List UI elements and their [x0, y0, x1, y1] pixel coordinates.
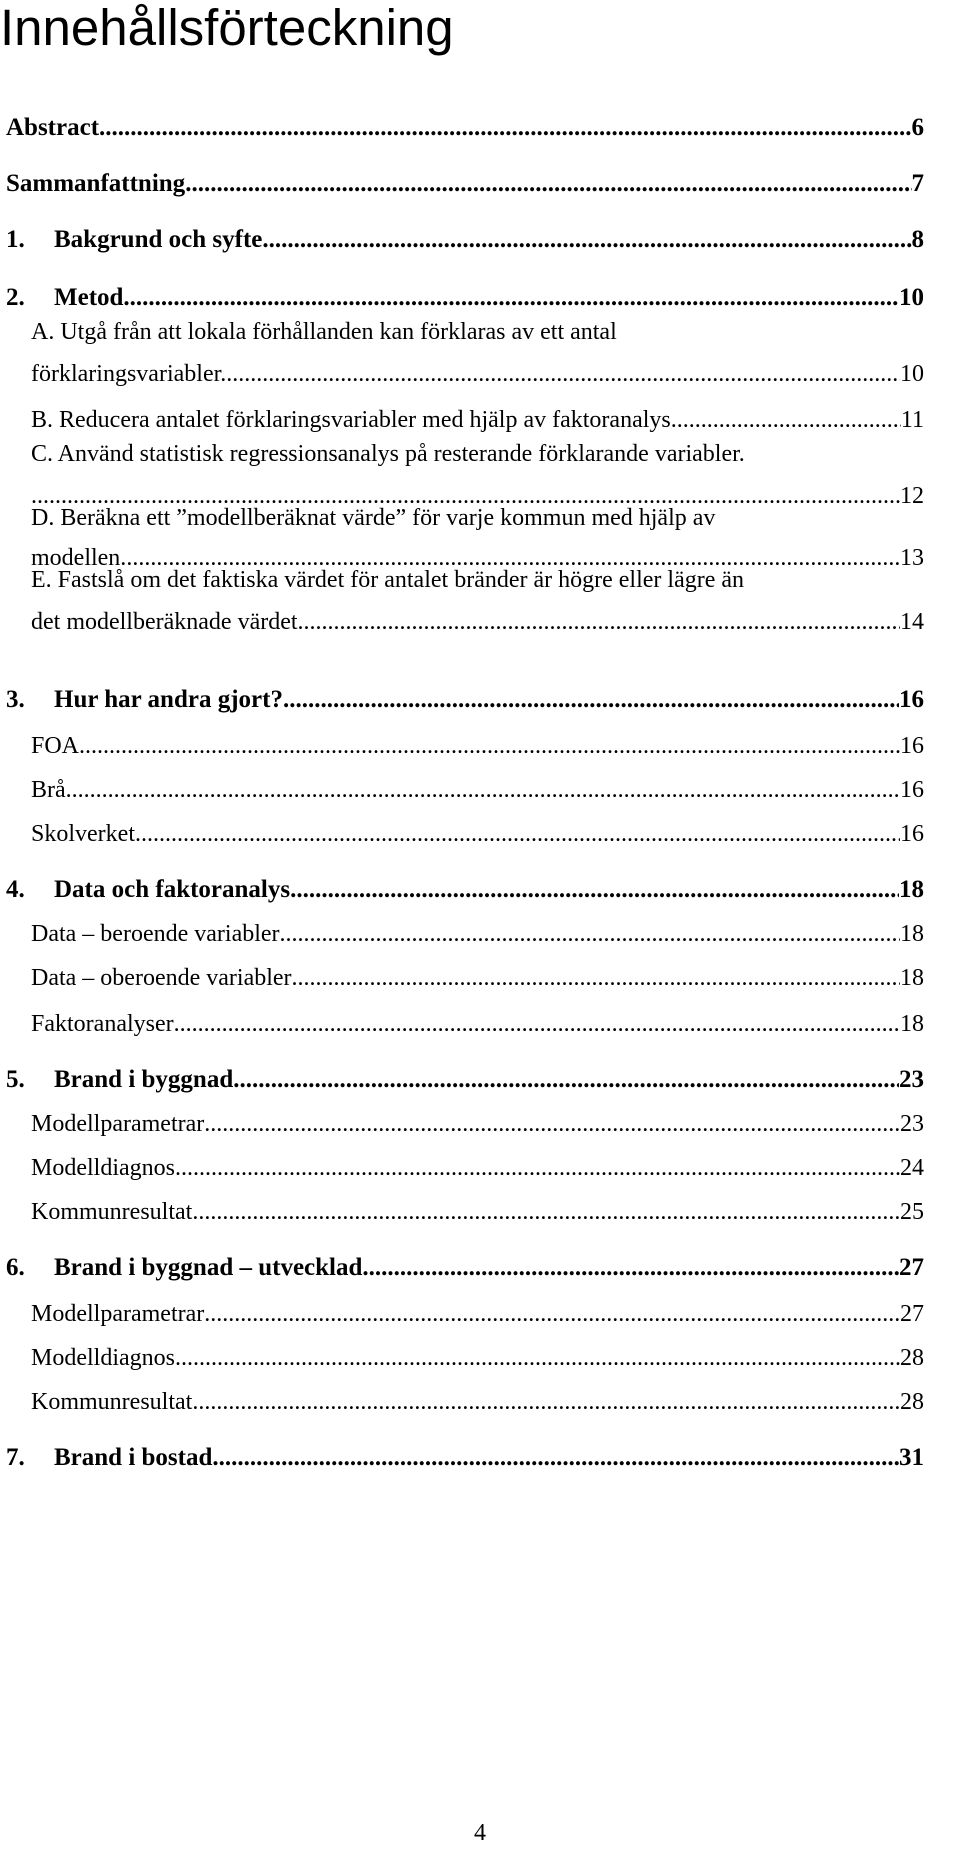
dot-leader — [362, 1252, 899, 1284]
toc-entry-page: 8 — [911, 226, 924, 253]
toc-entry-page: 16 — [900, 821, 924, 847]
toc-entry-page: 27 — [900, 1301, 924, 1327]
toc-entry[interactable] — [31, 606, 924, 638]
toc-entry[interactable] — [6, 1064, 924, 1096]
toc-entry[interactable] — [6, 684, 924, 716]
toc-entry-title: Sammanfattning — [6, 170, 186, 197]
toc-entry-line: C. Använd statistisk regressionsanalys på resterande förklarande variabler. — [31, 441, 745, 467]
toc-entry-page: 28 — [900, 1389, 924, 1415]
toc-entry[interactable] — [31, 1196, 924, 1228]
dot-leader — [677, 404, 901, 436]
toc-entry-page: 31 — [899, 1444, 924, 1471]
dot-leader — [290, 874, 899, 906]
toc-entry-number: 5. — [6, 1066, 25, 1093]
toc-entry[interactable] — [31, 1152, 924, 1184]
dot-leader — [185, 168, 911, 200]
dot-leader — [79, 730, 900, 762]
toc-entry-title: Data och faktoranalys — [54, 876, 291, 903]
toc-entry-page: 12 — [900, 483, 924, 509]
dot-leader — [135, 818, 900, 850]
toc-entry-page: 24 — [900, 1155, 924, 1181]
dot-leader — [283, 684, 899, 716]
dot-leader — [280, 918, 900, 950]
toc-entry-title: Data – beroende variabler — [31, 921, 280, 947]
toc-entry-number: 1. — [6, 226, 25, 253]
toc-entry-number: 2. — [6, 284, 25, 311]
toc-entry-page: 10 — [900, 361, 924, 387]
toc-entry[interactable] — [31, 1298, 924, 1330]
toc-entry-number: 4. — [6, 876, 25, 903]
dot-leader — [66, 774, 900, 806]
toc-entry-line: D. Beräkna ett ”modellberäknat värde” för varje kommun med hjälp av — [31, 505, 716, 531]
toc-entry-title: Data – oberoende variabler — [31, 965, 292, 991]
toc-entry-page: 18 — [899, 876, 924, 903]
toc-entry-title: Metod — [54, 284, 124, 311]
toc-entry[interactable] — [31, 962, 924, 994]
toc-entry[interactable] — [6, 1442, 924, 1474]
toc-entry-title: Hur har andra gjort? — [54, 686, 283, 713]
dot-leader — [192, 1386, 900, 1418]
dot-leader — [226, 358, 900, 390]
toc-entry-title: Brå — [31, 777, 66, 803]
toc-entry-page: 18 — [900, 921, 924, 947]
dot-leader — [175, 1152, 900, 1184]
toc-entry-title: Skolverket — [31, 821, 135, 847]
dot-leader — [123, 282, 899, 314]
dot-leader — [204, 1298, 900, 1330]
toc-entry-page: 6 — [911, 114, 924, 141]
toc-entry[interactable] — [6, 1252, 924, 1284]
toc-entry-title: Brand i byggnad – utvecklad — [54, 1254, 363, 1281]
toc-entry-title: Brand i byggnad — [54, 1066, 234, 1093]
toc-entry-page: 23 — [899, 1066, 924, 1093]
toc-entry-title: B. Reducera antalet förklaringsvariabler med hjälp av faktoranalys. — [31, 407, 677, 433]
toc-entry[interactable] — [6, 168, 924, 200]
toc-entry-title: Modelldiagnos — [31, 1155, 175, 1181]
dot-leader — [192, 1196, 900, 1228]
dot-leader — [262, 224, 911, 256]
dot-leader — [212, 1442, 899, 1474]
toc-entry-page: 28 — [900, 1345, 924, 1371]
toc-entry[interactable] — [6, 224, 924, 256]
dot-leader — [204, 1108, 900, 1140]
page-number: 4 — [474, 1820, 486, 1846]
toc-entry[interactable] — [31, 730, 924, 762]
toc-entry-page: 25 — [900, 1199, 924, 1225]
toc-entry[interactable] — [31, 774, 924, 806]
dot-leader — [174, 1008, 900, 1040]
toc-entry-page: 23 — [900, 1111, 924, 1137]
toc-entry-title: modellen. — [31, 545, 127, 571]
toc-entry-title: Modellparametrar — [31, 1111, 205, 1137]
toc-entry-title: Kommunresultat — [31, 1199, 193, 1225]
toc-entry-line: E. Fastslå om det faktiska värdet för antalet bränder är högre eller lägre än — [31, 567, 745, 593]
dot-leader — [292, 962, 900, 994]
toc-entry-page: 16 — [899, 686, 924, 713]
page-title: Innehållsförteckning — [0, 0, 454, 56]
toc-entry-page: 18 — [900, 1011, 924, 1037]
toc-entry-title: förklaringsvariabler. — [31, 361, 227, 387]
toc-entry-title: Modellparametrar — [31, 1301, 205, 1327]
toc-entry[interactable] — [6, 112, 924, 144]
dot-leader — [233, 1064, 899, 1096]
toc-entry[interactable] — [31, 1008, 924, 1040]
toc-entry[interactable] — [31, 358, 924, 390]
toc-entry-page: 18 — [900, 965, 924, 991]
toc-entry-page: 10 — [899, 284, 924, 311]
toc-entry-title: Kommunresultat — [31, 1389, 193, 1415]
toc-entry[interactable] — [6, 874, 924, 906]
toc-entry-number: 7. — [6, 1444, 25, 1471]
dot-leader — [99, 112, 911, 144]
toc-entry-number: 6. — [6, 1254, 25, 1281]
toc-entry-page: 27 — [899, 1254, 924, 1281]
toc-entry-page: 7 — [911, 170, 924, 197]
toc-entry-title: Brand i bostad — [54, 1444, 213, 1471]
toc-entry-title: FOA — [31, 733, 80, 759]
toc-entry-title: Bakgrund och syfte — [54, 226, 263, 253]
toc-entry-page: 13 — [900, 545, 924, 571]
dot-leader — [304, 606, 900, 638]
toc-entry-page: 16 — [900, 733, 924, 759]
toc-entry-page: 14 — [900, 609, 924, 635]
toc-entry[interactable] — [31, 818, 924, 850]
toc-entry-title: Faktoranalyser — [31, 1011, 174, 1037]
toc-entry-page: 11 — [900, 407, 924, 433]
toc-entry-page: 16 — [900, 777, 924, 803]
toc-entry[interactable] — [31, 1386, 924, 1418]
toc-entry[interactable] — [31, 1108, 924, 1140]
toc-entry-line: A. Utgå från att lokala förhållanden kan förklaras av ett antal — [31, 319, 617, 345]
dot-leader — [175, 1342, 900, 1374]
toc-entry-title: det modellberäknade värdet. — [31, 609, 304, 635]
toc-entry-number: 3. — [6, 686, 25, 713]
toc-entry[interactable] — [31, 1342, 924, 1374]
toc-entry[interactable] — [31, 918, 924, 950]
toc-entry[interactable] — [31, 404, 924, 436]
toc-entry-title: Modelldiagnos — [31, 1345, 175, 1371]
toc-entry[interactable] — [6, 282, 924, 314]
toc-entry-title: Abstract — [6, 114, 100, 141]
